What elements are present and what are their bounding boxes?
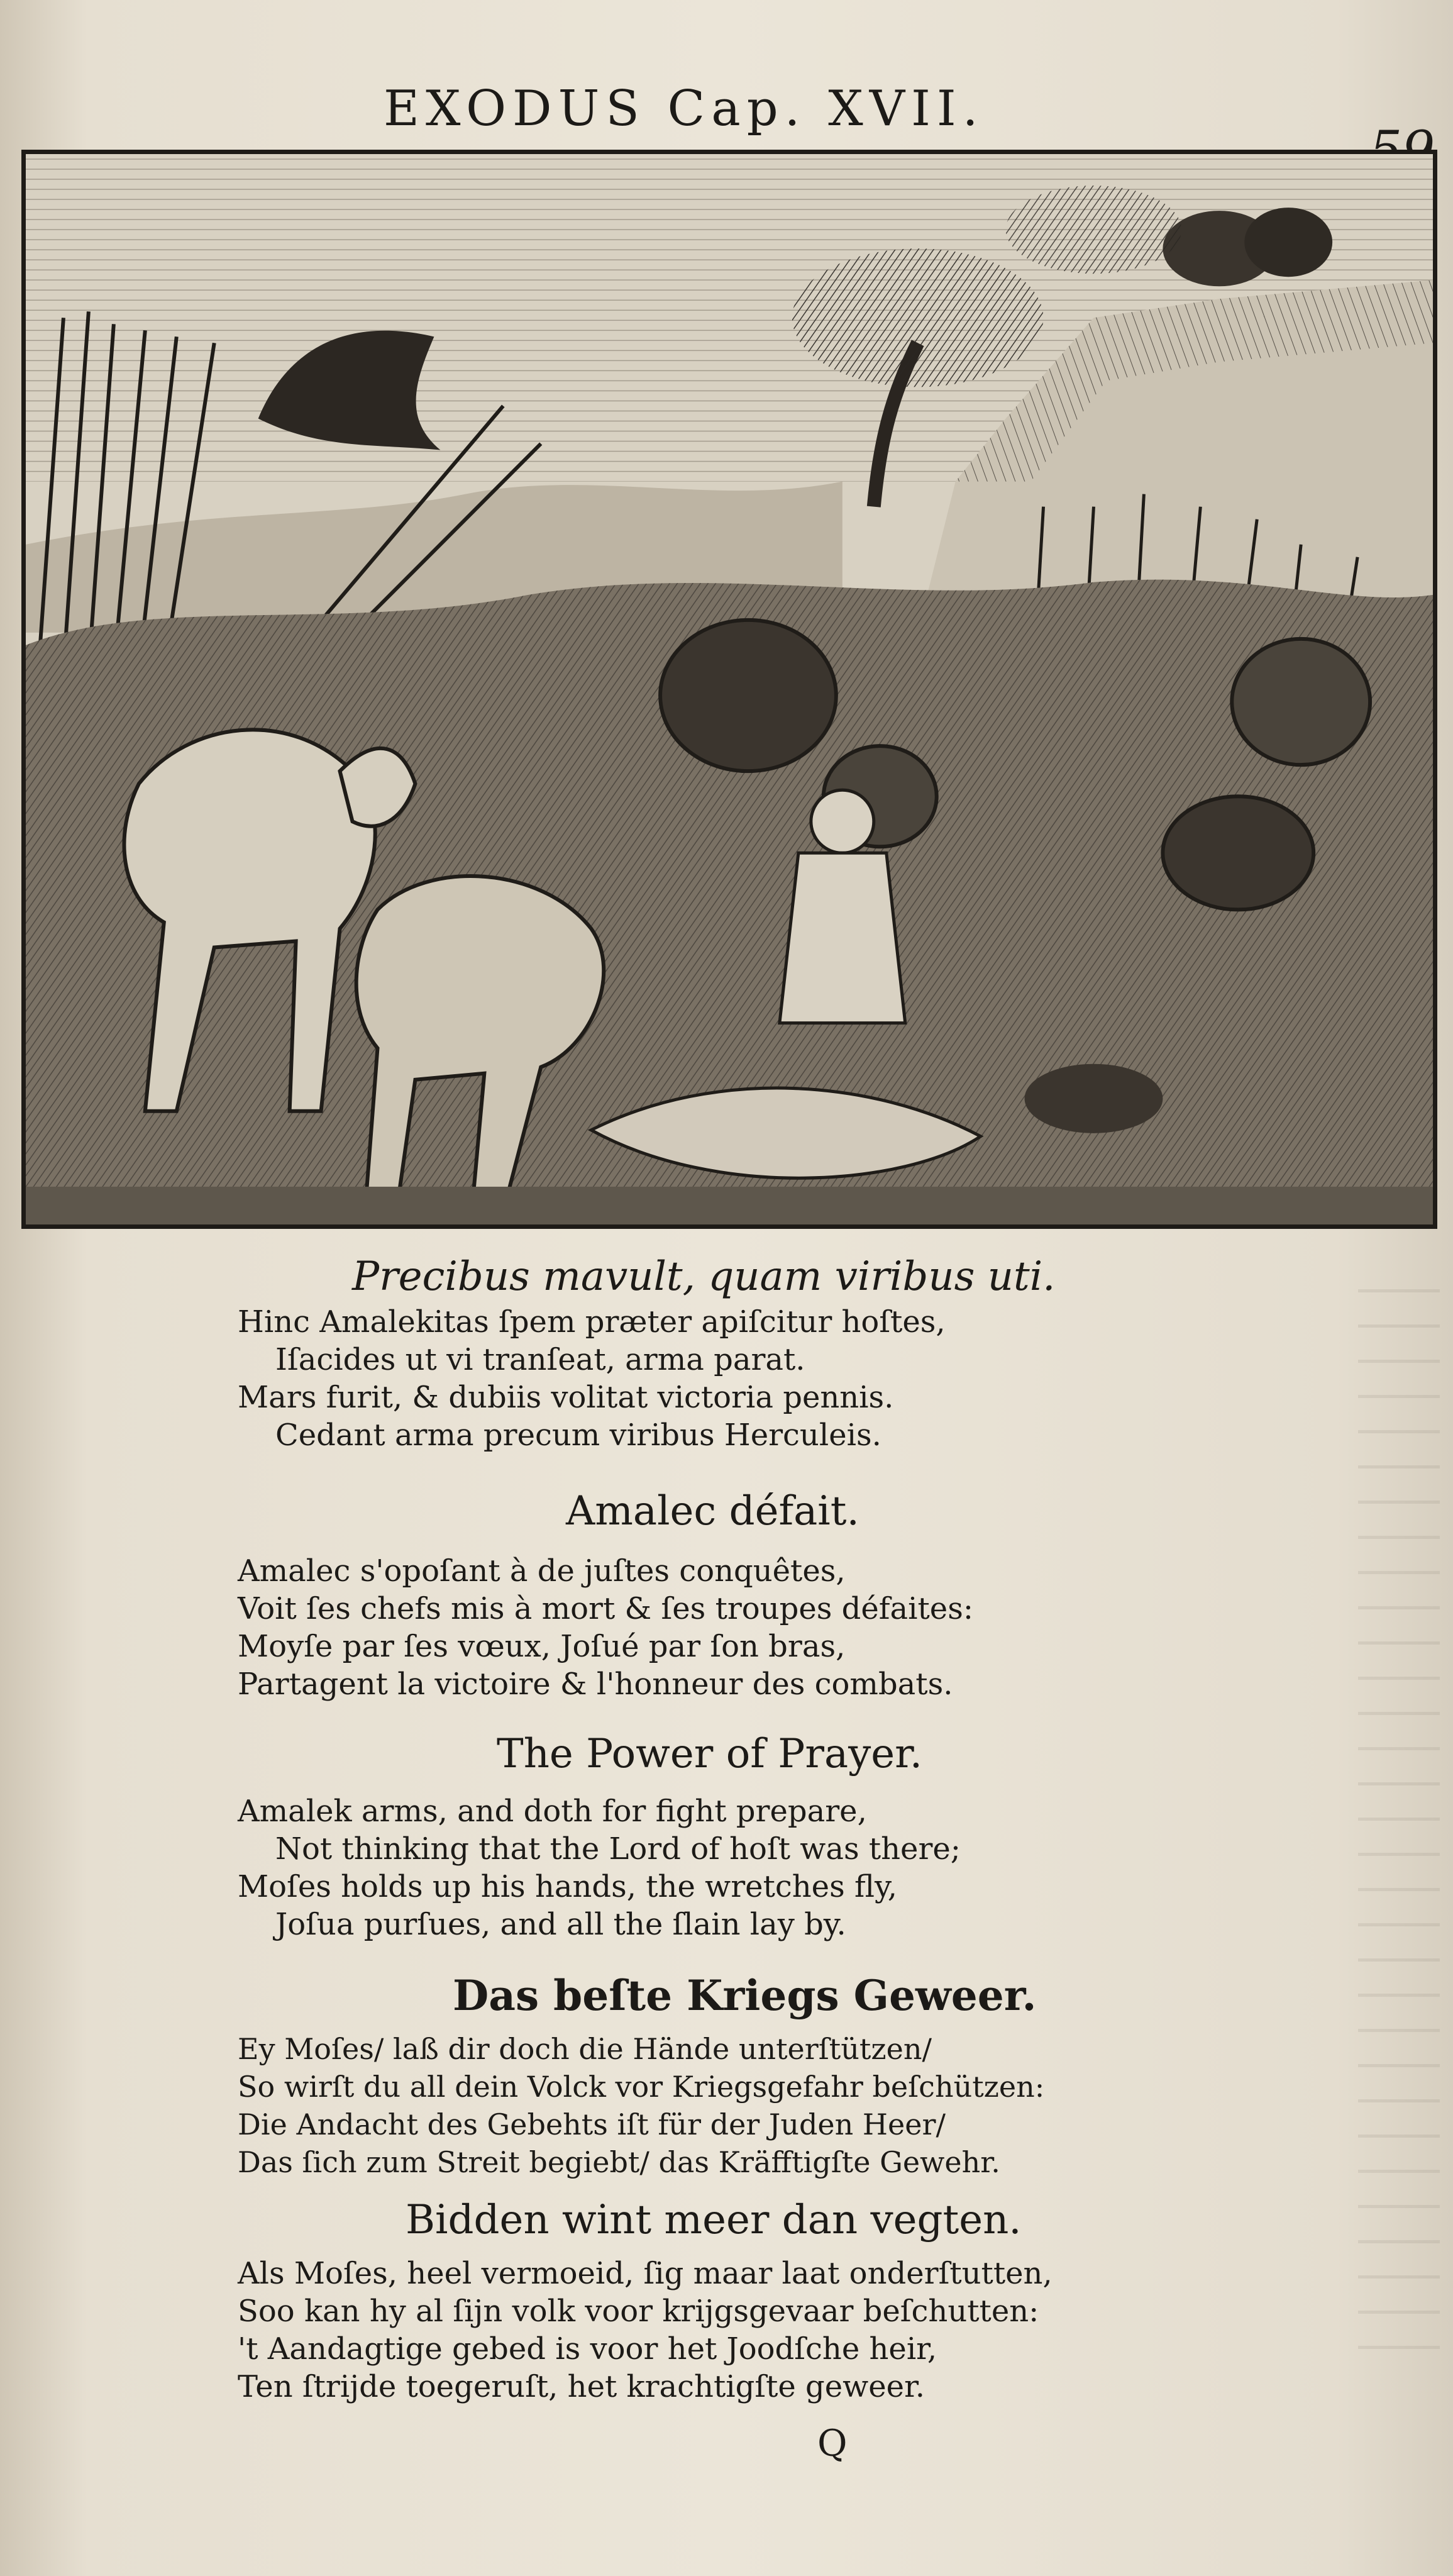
verse-line: Mars furit, & dubiis volitat victoria pennis. [238,1380,894,1415]
verse-line: Voit ſes chefs mis à mort & ſes troupes défaites: [238,1591,973,1626]
verse-line: Ten ſtrijde toegeruſt, het krachtigſte geweer. [238,2369,925,2404]
verse-line: Moyſe par ſes vœux, Joſué par ſon bras, [238,1629,846,1664]
dutch-verse [238,2255,1382,2406]
running-header: EXODUS Cap. XVII. [384,80,985,137]
verse-line: Hinc Amalekitas ſpem præter apiſcitur hoſtes, [238,1304,946,1340]
verse-line: Partagent la victoire & l'honneur des combats. [238,1667,953,1702]
verse-line: So wirſt du all dein Volck vor Kriegsgefahr beſchützen: [238,2070,1045,2104]
plate-motto: Precibus mavult, quam viribus uti. [352,1253,1056,1300]
german-title: Das beſte Kriegs Geweer. [453,1971,1037,2020]
verse-line: Amalek arms, and doth for fight prepare, [238,1794,867,1829]
verse-line: Ey Moſes/ laß dir doch die Hände unterſtützen/ [238,2032,932,2066]
verse-line: Als Moſes, heel vermoeid, ſig maar laat onderſtutten, [238,2256,1052,2291]
verse-line: Moſes holds up his hands, the wretches fly, [238,1869,897,1904]
english-verse [238,1792,1382,1943]
verse-line: Amalec s'opoſant à de juſtes conquêtes, [238,1553,846,1589]
verse-line: Cedant arma precum viribus Herculeis. [275,1418,881,1453]
verse-line: Iſacides ut vi tranſeat, arma parat. [275,1342,805,1377]
battle-engraving-image [26,154,1433,1224]
verse-line: Das ſich zum Streit begiebt/ das Kräfftigſte Gewehr. [238,2145,1000,2179]
french-verse [238,1552,1382,1703]
verse-line: Die Andacht des Gebehts iſt für der Juden Heer/ [238,2107,946,2141]
verse-line: Joſua purſues, and all the ſlain lay by. [275,1907,846,1942]
latin-verse [238,1303,1382,1454]
verse-line: 't Aandagtige gebed is voor het Joodſche heir, [238,2331,937,2367]
german-verse [238,2030,1382,2181]
verse-line: Not thinking that the Lord of hoſt was there; [275,1831,961,1867]
dutch-title: Bidden wint meer dan vegten. [406,2197,1022,2243]
french-title: Amalec défait. [566,1488,859,1535]
verse-line: Soo kan hy al ſijn volk voor krijgsgevaar beſchutten: [238,2294,1039,2329]
engraving-plate [21,150,1437,1229]
signature-mark: Q [817,2422,848,2465]
english-title: The Power of Prayer. [497,1731,923,1777]
